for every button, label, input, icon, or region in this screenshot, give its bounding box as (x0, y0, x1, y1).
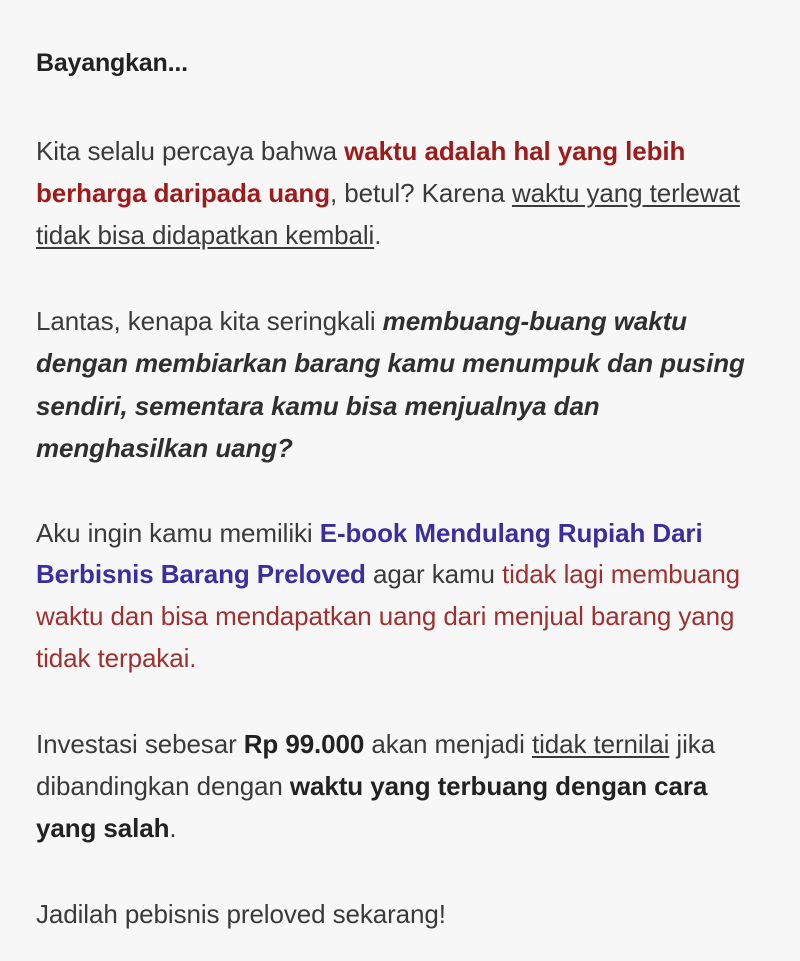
paragraph-3-product-title: E-book Mendulang Rupiah Dari Berbisnis Barang Preloved (36, 517, 703, 590)
paragraph-3-emphasis-red: tidak lagi membuang waktu dan bisa mendapatkan uang dari menjual barang yang tidak terpakai. (36, 559, 741, 673)
paragraph-4-text-4: . (169, 813, 177, 844)
paragraph-1-text-2: , betul? Karena (329, 178, 512, 209)
page-title: Bayangkan... (36, 49, 188, 77)
paragraph-5-text-1: Jadilah pebisnis preloved sekarang! (36, 899, 446, 930)
paragraph-4-text-1: Investasi sebesar (36, 729, 244, 760)
paragraph-3 (36, 513, 764, 679)
paragraph-1-text-1: Kita selalu percaya bahwa (36, 136, 345, 166)
paragraph-1-underlined: waktu yang terlewat tidak bisa didapatkan kembali (36, 178, 740, 251)
paragraph-4-underlined: tidak ternilai (531, 729, 670, 760)
paragraph-4-price: Rp 99.000 (243, 729, 365, 760)
paragraph-3-text-1: Aku ingin kamu memiliki (36, 517, 320, 548)
paragraph-4 (36, 723, 764, 849)
paragraph-2-text-1: Lantas, kenapa kita seringkali (36, 306, 383, 337)
paragraph-4-text-3: jika dibandingkan dengan (36, 729, 716, 802)
paragraph-1 (36, 130, 764, 256)
paragraph-4-emphasis-bold: waktu yang terbuang dengan cara yang salah (36, 771, 708, 844)
paragraph-1-text-3: . (374, 220, 382, 251)
paragraph-2-emphasis-italic: membuang-buang waktu dengan membiarkan barang kamu menumpuk dan pusing sendiri, sementara kamu bisa menjualnya dan menghasilkan uang? (36, 306, 745, 463)
paragraph-3-text-2: agar kamu (365, 559, 503, 590)
paragraph-4-text-2: akan menjadi (364, 729, 532, 760)
paragraph-1-emphasis-red: waktu adalah hal yang lebih berharga daripada uang (36, 136, 686, 209)
paragraph-5 (36, 893, 764, 935)
paragraph-2 (36, 300, 764, 468)
